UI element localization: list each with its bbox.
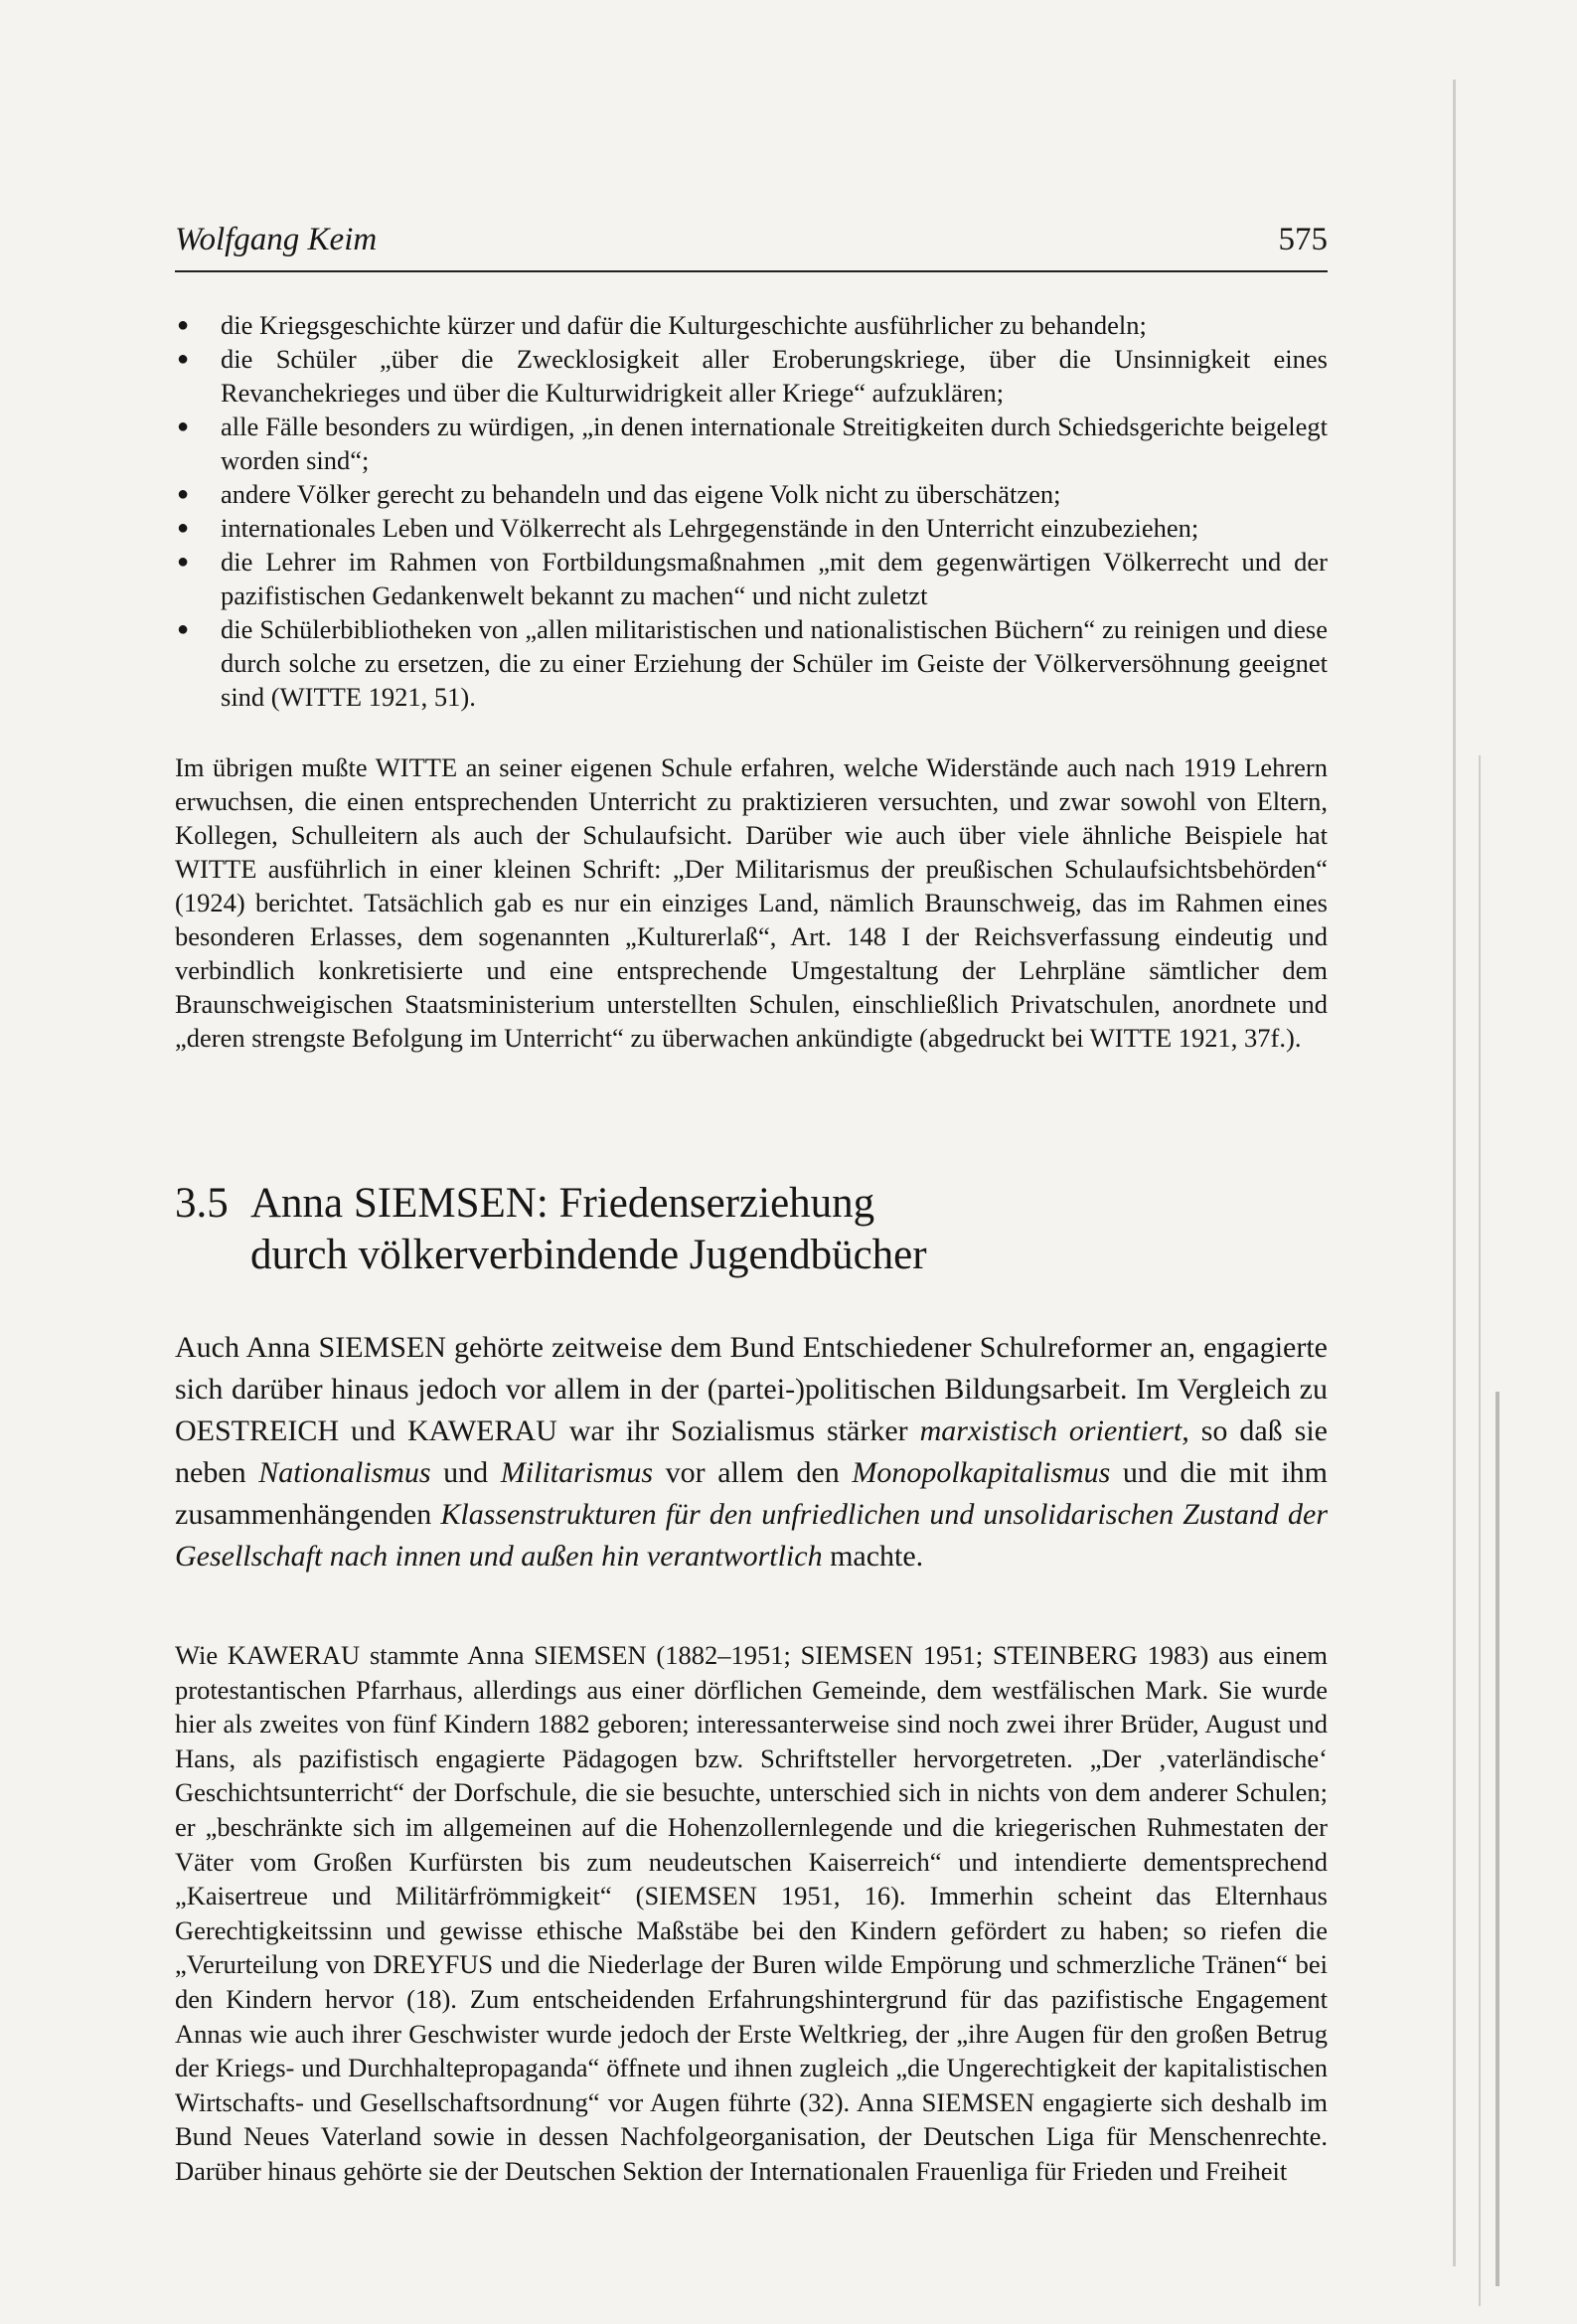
intro-text: und die mit ihm zusammenhängenden xyxy=(175,1456,1328,1531)
bullet-item: ● die Lehrer im Rahmen von Fortbildungsmaßnahmen „mit dem gegenwärtigen Völkerrecht und der pazifistischen Gedankenwelt bekannt zu machen“ und nicht zuletzt xyxy=(175,545,1328,612)
intro-text: Auch Anna SIEMSEN gehörte zeitweise dem Bund Entschiedener Schulreformer an, engagierte sich darüber hinaus jedoch vor allem in der (partei-)politischen Bildungsarbeit. Im Vergleich zu OESTREICH und KAWERAU war ihr Sozialismus stärker xyxy=(175,1331,1328,1447)
page-number: 575 xyxy=(1278,222,1328,257)
header-author: Wolfgang Keim xyxy=(175,222,378,257)
bullet-item: ● die Schülerbibliotheken von „allen militaristischen und nationalistischen Büchern“ zu reinigen und diese durch solche zu ersetzen, die zu einer Erziehung der Schüler im Geiste der Völkerversöhnung geeignet sind (WITTE 1921, 51). xyxy=(175,612,1328,714)
header-rule xyxy=(175,270,1328,272)
scan-edge-mark xyxy=(1479,755,1481,2306)
intro-emphasis: Monopolkapitalismus xyxy=(852,1456,1111,1489)
intro-emphasis: Militarismus xyxy=(500,1456,654,1489)
scan-edge-mark xyxy=(1453,80,1456,2266)
section-title-line-1: Anna SIEMSEN: Friedenserziehung xyxy=(250,1180,875,1227)
body-paragraph: Wie KAWERAU stammte Anna SIEMSEN (1882–1951; SIEMSEN 1951; STEINBERG 1983) aus einem protestantischen Pfarrhaus, allerdings aus einer dörflichen Gemeinde, dem westfälischen Mark. Sie wurde hier als zweites von fünf Kindern 1882 geboren; interessanterweise sind noch zwei ihrer Brüder, August und Hans, als pazifistisch engagierte Pädagogen bzw. Schriftsteller hervorgetreten. „Der ‚vaterländische‘ Geschichtsunterricht“ der Dorfschule, die sie besuchte, unterschied sich in nichts von dem anderer Schulen; er „beschränkte sich im allgemeinen auf die Hohenzollernlegende und die kriegerischen Ruhmestaten der Väter vom Großen Kurfürsten bis zum neudeutschen Kaiserreich“ und intendierte dementsprechend „Kaisertreue und Militärfrömmigkeit“ (SIEMSEN 1951, 16). Immerhin scheint das Elternhaus Gerechtigkeitssinn und gewisse ethische Maßstäbe bei den Kindern gefördert zu haben; so riefen die „Verurteilung von DREYFUS und die Niederlage der Buren wilde Empörung und schmerzliche Tränen“ bei den Kindern hervor (18). Zum entscheidenden Erfahrungshintergrund für das pazifistische Engagement Annas wie auch ihrer Geschwister wurde jedoch der Erste Weltkrieg, der „ihre Augen für den großen Betrug der Kriegs- und Durchhaltepropaganda“ öffnete und ihnen zugleich „die Ungerechtigkeit der kapitalistischen Wirtschafts- und Gesellschaftsordnung“ vor Augen führte (32). Anna SIEMSEN engagierte sich deshalb im Bund Neues Vaterland sowie in dessen Nachfolgeorganisation, der Deutschen Liga für Menschenrechte. Darüber hinaus gehörte sie der Deutschen Sektion der Internationalen Frauenliga für Frieden und Freiheit xyxy=(175,1640,1328,2186)
intro-emphasis: Nationalismus xyxy=(258,1456,431,1489)
bullet-item: ● internationales Leben und Völkerrecht als Lehrgegenstände in den Unterricht einzubeziehen; xyxy=(175,511,1328,545)
section-number: 3.5 xyxy=(175,1180,229,1227)
intro-paragraph xyxy=(175,1327,1328,1577)
intro-text: und xyxy=(430,1456,501,1489)
bullet-item: ● die Schüler „über die Zwecklosigkeit aller Eroberungskriege, über die Unsinnigkeit eines Revanchekrieges und über die Kulturwidrigkeit aller Kriege“ aufzuklären; xyxy=(175,342,1328,410)
intro-text: so daß sie neben xyxy=(175,1414,1328,1489)
intro-emphasis: Klassenstrukturen für den unfriedlichen und unsolidarischen Zustand der Gesellschaft nach innen und außen hin verantwortlich xyxy=(175,1498,1328,1573)
section-title-line-2: durch völkerverbindende Jugendbücher xyxy=(250,1232,927,1278)
intro-emphasis: marxistisch orientiert, xyxy=(919,1414,1189,1447)
intro-text: machte. xyxy=(822,1540,924,1573)
running-header xyxy=(175,222,1328,265)
body-paragraph: Im übrigen mußte WITTE an seiner eigenen Schule erfahren, welche Widerstände auch nach 1919 Lehrern erwuchsen, die einen entsprechenden Unterricht zu praktizieren versuchten, und zwar sowohl von Eltern, Kollegen, Schulleitern als auch der Schulaufsicht. Darüber wie auch über viele ähnliche Beispiele hat WITTE ausführlich in einer kleinen Schrift: „Der Militarismus der preußischen Schulaufsichtsbehörden“ (1924) berichtet. Tatsächlich gab es nur ein einziges Land, nämlich Braunschweig, das im Rahmen eines besonderen Erlasses, dem sogenannten „Kulturerlaß“, Art. 148 I der Reichsverfassung eindeutig und verbindlich konkretisierte und eine entsprechende Umgestaltung der Lehrpläne sämtlicher dem Braunschweigischen Staatsministerium unterstellten Schulen, einschließlich Privatschulen, anordnete und „deren strengste Befolgung im Unterricht“ zu überwachen ankündigte (abgedruckt bei WITTE 1921, 37f.). xyxy=(175,752,1328,1053)
bullet-item: ● andere Völker gerecht zu behandeln und das eigene Volk nicht zu überschätzen; xyxy=(175,477,1328,511)
scan-edge-mark xyxy=(1496,1392,1499,2286)
intro-text: vor allem den xyxy=(653,1456,853,1489)
section-heading xyxy=(175,1178,1328,1281)
bullet-list xyxy=(175,308,1328,714)
bullet-item: ● alle Fälle besonders zu würdigen, „in denen internationale Streitigkeiten durch Schiedsgerichte beigelegt worden sind“; xyxy=(175,410,1328,477)
bullet-item: ● die Kriegsgeschichte kürzer und dafür die Kulturgeschichte ausführlicher zu behandeln; xyxy=(175,308,1328,342)
